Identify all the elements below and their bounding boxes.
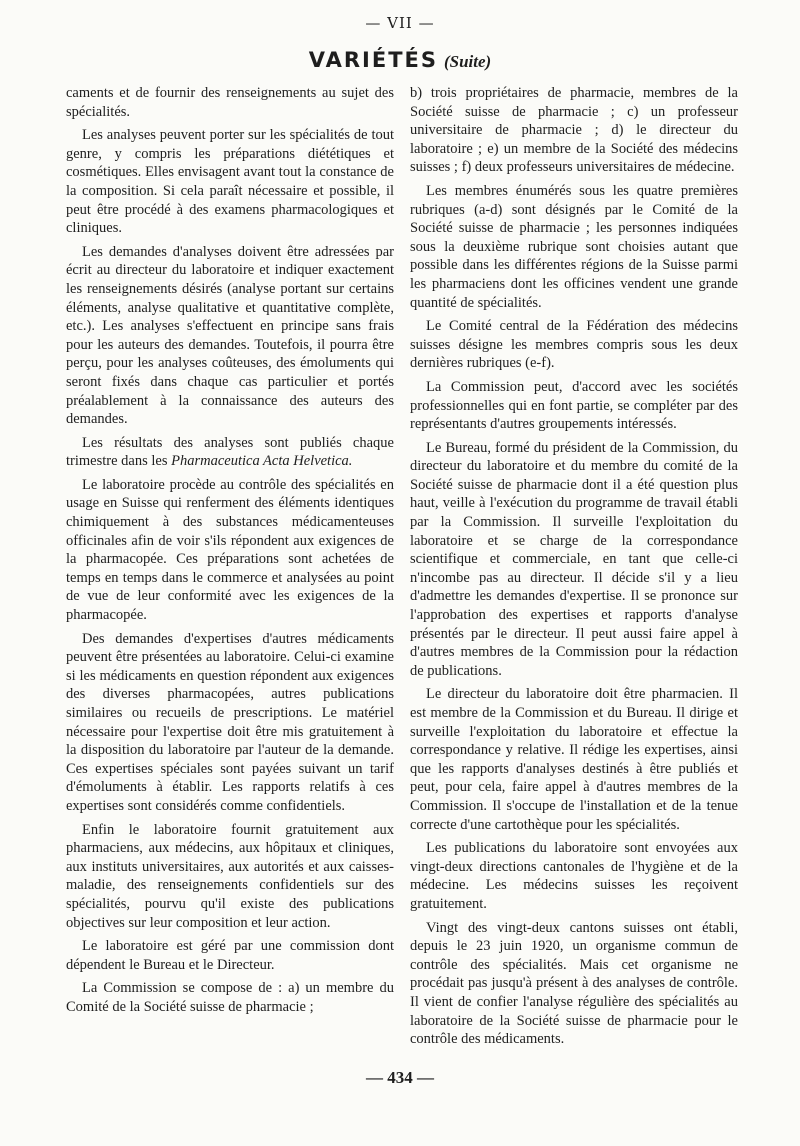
- paragraph-text: Les résultats des analyses sont publiés chaque trimestre dans les: [66, 434, 394, 470]
- page-folio: — VII —: [365, 14, 435, 32]
- left-column: [66, 84, 394, 1022]
- section-title-suffix: (Suite): [443, 52, 492, 71]
- section-title-text: VARIÉTÉS: [308, 48, 438, 72]
- paragraph: Des demandes d'expertises d'autres médicaments peuvent être présentées au laboratoire. Celui-ci examine si les médicaments en question répondent aux exigences des diverses pharmacopées, autres publications similaires ou recueils de prescriptions. Le matériel nécessaire pour l'expertise doit être mis gratuitement à la disposition du laboratoire par l'auteur de la demande. Ces expertises spéciales sont payées suivant un tarif d'émoluments à établir. Les rapports relatifs à ces expertises sont considérés comme confidentiels.: [66, 630, 394, 814]
- paragraph: Le Bureau, formé du président de la Commission, du directeur du laboratoire et du membre du comité de la Société suisse de pharmacie dont il a été question plus haut, veille à l'exécution du programme de travail établi par la Commission. Il surveille l'exploitation du laboratoire et se charge de la correspondance scientifique et commerciale, en tant que celle-ci n'incombe pas au directeur. Il décide s'il y a lieu d'admettre les demandes d'expertise. Il se prononce sur l'approbation des expertises et rapports d'analyse présentés par le directeur. Il peut aussi faire appel à d'autres membres de la Commission pour la rédaction de publications.: [410, 439, 738, 679]
- paragraph: b) trois propriétaires de pharmacie, membres de la Société suisse de pharmacie ; c) un professeur universitaire de pharmacie ; d) le directeur du laboratoire ; e) un membre de la Société des médecins suisses ; f) deux professeurs universitaires de médecine.: [410, 85, 738, 176]
- paragraph: Les demandes d'analyses doivent être adressées par écrit au directeur du laboratoire et indiquer exactement les renseignements désirés (analyse portant sur certains éléments, analyse qualitative et quantitative complète, etc.). Les analyses s'effectuent en principe sans frais pour les auteurs des demandes. Toutefois, il pourra être perçu, pour les analyses coûteuses, des émoluments qui seront fixés dans chaque cas particulier et portés préalablement à la connaissance des auteurs des demandes.: [66, 243, 394, 428]
- paragraph: Le laboratoire procède au contrôle des spécialités en usage en Suisse qui renferment des éléments identiques chimiquement à des substances médicamenteuses officinales afin de voir s'ils répondent aux exigences de la pharmacopée. Ces préparations sont achetées de temps en temps dans le commerce et analysées au point de vue de leur conformité avec les exigences de la pharmacopée.: [66, 476, 394, 624]
- paragraph: [66, 434, 394, 471]
- paragraph: Les analyses peuvent porter sur les spécialités de tout genre, y compris les préparations diététiques et cosmétiques. Elles envisagent avant tout la constance de la composition. Si cela paraît nécessaire et possible, il peut être procédé à des examens pharmacologiques et cliniques.: [66, 127, 394, 237]
- paragraph: Enfin le laboratoire fournit gratuitement aux pharmaciens, aux médecins, aux hôpitaux et cliniques, aux instituts universitaires, aux autorités et aux caisses-maladie, des renseignements confidentiels sur des spécialités, pourvu qu'il existe des publications objectives sur leur composition et leur action.: [66, 821, 394, 931]
- paragraph: La Commission peut, d'accord avec les sociétés professionnelles qui en font partie, se compléter par des représentants d'autres groupements intéressés.: [410, 378, 738, 433]
- paragraph: La Commission se compose de : a) un membre du Comité de la Société suisse de pharmacie ;: [66, 980, 394, 1015]
- section-title: [0, 48, 800, 72]
- journal-title: Pharmaceutica Acta Helvetica.: [171, 453, 353, 470]
- paragraph: Vingt des vingt-deux cantons suisses ont établi, depuis le 23 juin 1920, un organisme commun de contrôle des spécialités. Mais cet organisme ne procédait pas jusqu'à présent à des analyses de contrôle. Il vient de confier l'analyse régulière des spécialités au laboratoire de la Société suisse de pharmacie pour le contrôle des médicaments.: [410, 919, 738, 1048]
- paragraph: Les publications du laboratoire sont envoyées aux vingt-deux directions cantonales de l'hygiène et de la médecine. Les médecins suisses les reçoivent gratuitement.: [410, 840, 738, 912]
- paragraph: Le Comité central de la Fédération des médecins suisses désigne les membres compris sous les deux dernières rubriques (e-f).: [410, 318, 738, 372]
- paragraph: Le laboratoire est géré par une commission dont dépendent le Bureau et le Directeur.: [66, 938, 394, 973]
- paragraph: Les membres énumérés sous les quatre premières rubriques (a-d) sont désignés par le Comité de la Société suisse de pharmacie ; les personnes indiquées sous la deuxième rubrique sont choisies autant que possible dans les différentes régions de la Suisse parmi les pharmaciens dont les officines vendent une grande quantité de spécialités.: [410, 182, 738, 311]
- right-column: [410, 84, 738, 1054]
- paragraph: Le directeur du laboratoire doit être pharmacien. Il est membre de la Commission et du Bureau. Il dirige et surveille l'exploitation du laboratoire et effectue la correspondance y relative. Il rédige les expertises, ainsi que les rapports d'analyses destinés à être publiés et peut, pour cela, faire appel à d'autres membres de la Commission. Il s'occupe de l'installation et de la tenue correcte d'une cartothèque pour les spécialités.: [410, 686, 738, 833]
- page-number: — 434 —: [366, 1068, 434, 1087]
- paragraph: caments et de fournir des renseignements au sujet des spécialités.: [66, 85, 394, 120]
